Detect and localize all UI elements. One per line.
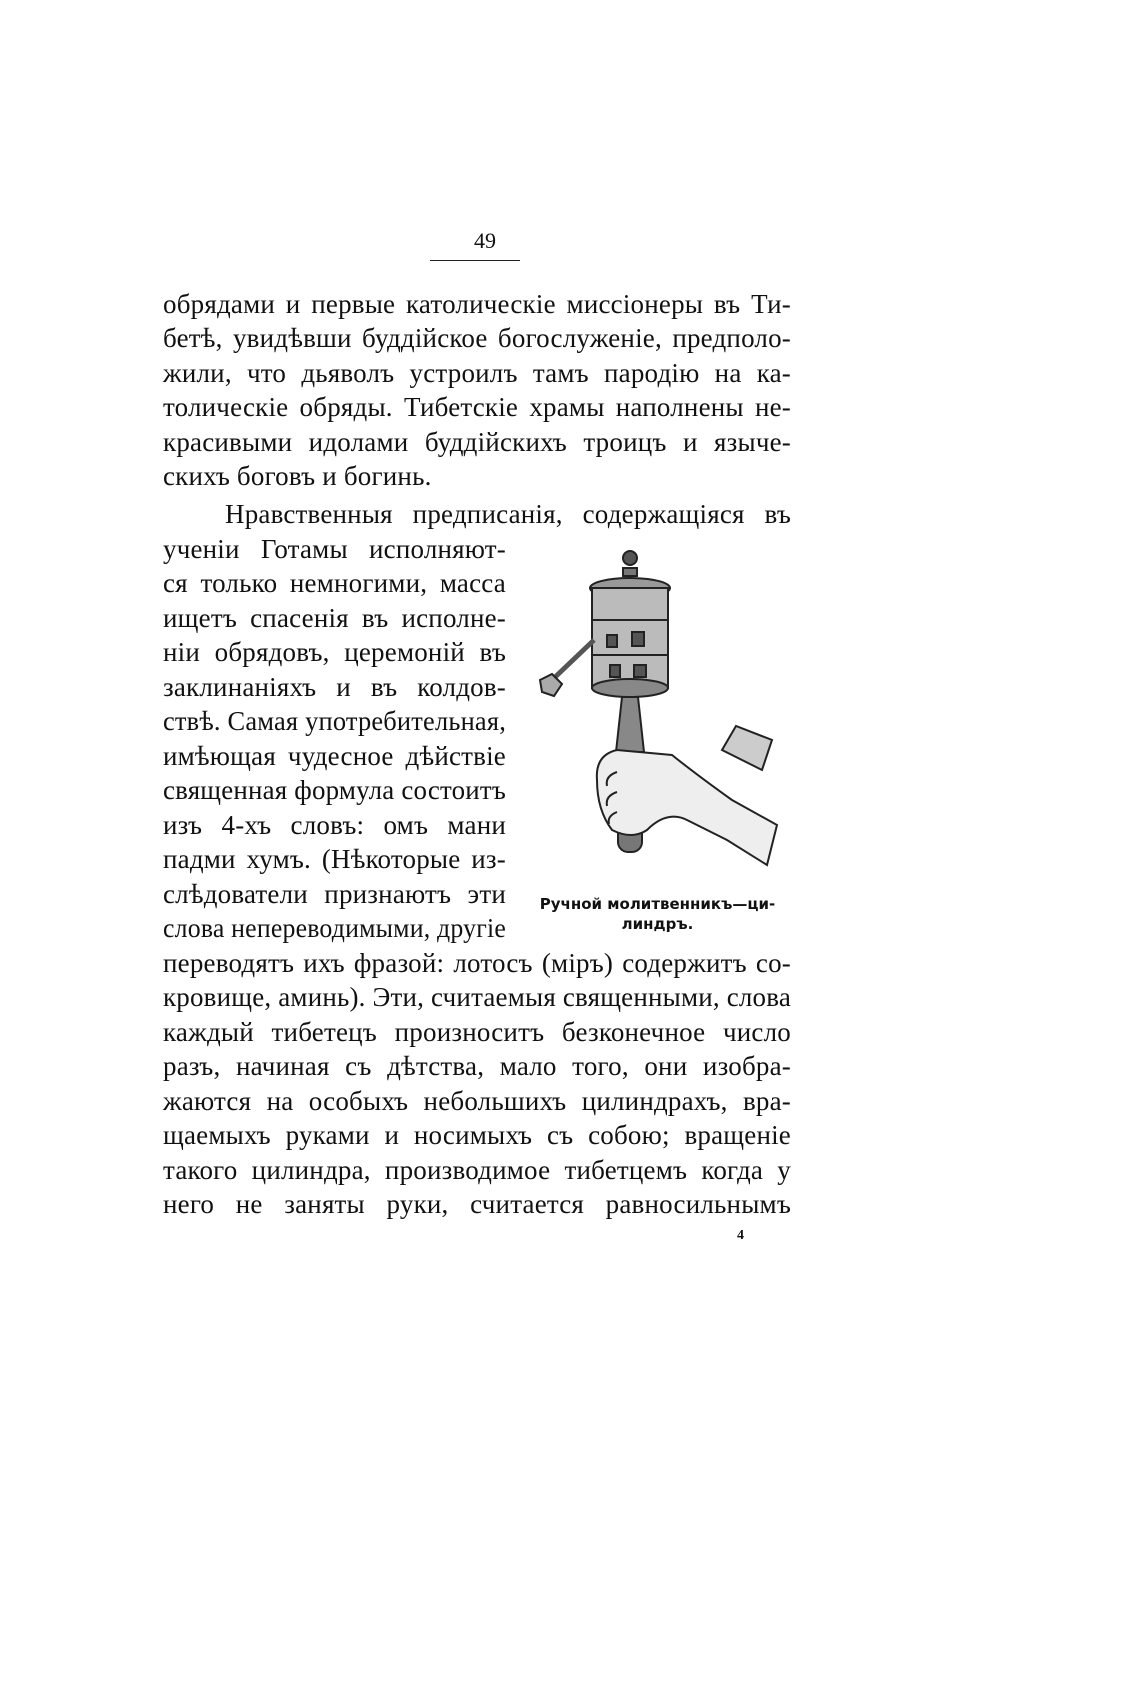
text-line: падми хумъ. (Нѣкоторые из- <box>163 844 506 874</box>
figure-caption: Ручной молитвенникъ—ци- <box>539 895 776 913</box>
text-line: разъ, начиная съ дѣтства, мало того, они изобра- <box>163 1051 791 1081</box>
text-line: такого цилиндра, производимое тибетцемъ когда у <box>163 1155 791 1185</box>
text-line: слѣдователи признаютъ эти <box>163 879 506 909</box>
page-number: 49 <box>474 228 496 253</box>
text-line: красивыми идолами буддійскихъ троицъ и языче- <box>163 427 791 457</box>
text-line: толическіе обряды. Тибетскіе храмы наполнены не- <box>163 392 791 422</box>
text-line: ищетъ спасенія въ исполне- <box>163 603 506 633</box>
text-line: него не заняты руки, считается равносильнымъ <box>163 1189 791 1219</box>
text-line: ученіи Готамы исполняют- <box>163 534 506 564</box>
prayer-wheel-illustration <box>522 540 792 890</box>
text-line: имѣющая чудесное дѣйствіе <box>163 741 506 771</box>
text-line: переводятъ ихъ фразой: лотосъ (міръ) содержитъ со- <box>163 948 791 978</box>
text-line: обрядами и первые католическіе миссіонеры въ Ти- <box>163 289 791 319</box>
text-line: ствѣ. Самая употребительная, <box>163 706 506 736</box>
text-line: ся только немногими, масса <box>163 568 506 598</box>
text-line: изъ 4-хъ словъ: омъ мани <box>163 810 506 840</box>
text-line: ніи обрядовъ, церемоній въ <box>163 637 506 667</box>
text-line: каждый тибетецъ произноситъ безконечное число <box>163 1017 791 1047</box>
text-line: слова непереводимыми, другіе <box>163 913 506 943</box>
text-line: заклинаніяхъ и въ колдов- <box>163 672 506 702</box>
header-rule <box>430 260 520 261</box>
text-line: жаются на особыхъ небольшихъ цилиндрахъ, вра- <box>163 1086 791 1116</box>
text-line: скихъ боговъ и богинь. <box>163 461 432 491</box>
text-line: священная формула состоитъ <box>163 775 506 805</box>
text-line: Нравственныя предписанія, содержащіяся въ <box>225 499 791 529</box>
figure-caption-continued: линдръ. <box>621 915 694 933</box>
text-line: щаемыхъ руками и носимыхъ съ собою; вращеніе <box>163 1120 791 1150</box>
text-line: бетѣ, увидѣвши буддійское богослуженіе, предполо- <box>163 323 791 353</box>
signature-mark: 4 <box>737 1228 744 1243</box>
text-line: жили, что дьяволъ устроилъ тамъ пародію на ка- <box>163 358 791 388</box>
text-line: кровище, аминь). Эти, считаемыя священными, слова <box>163 982 791 1012</box>
